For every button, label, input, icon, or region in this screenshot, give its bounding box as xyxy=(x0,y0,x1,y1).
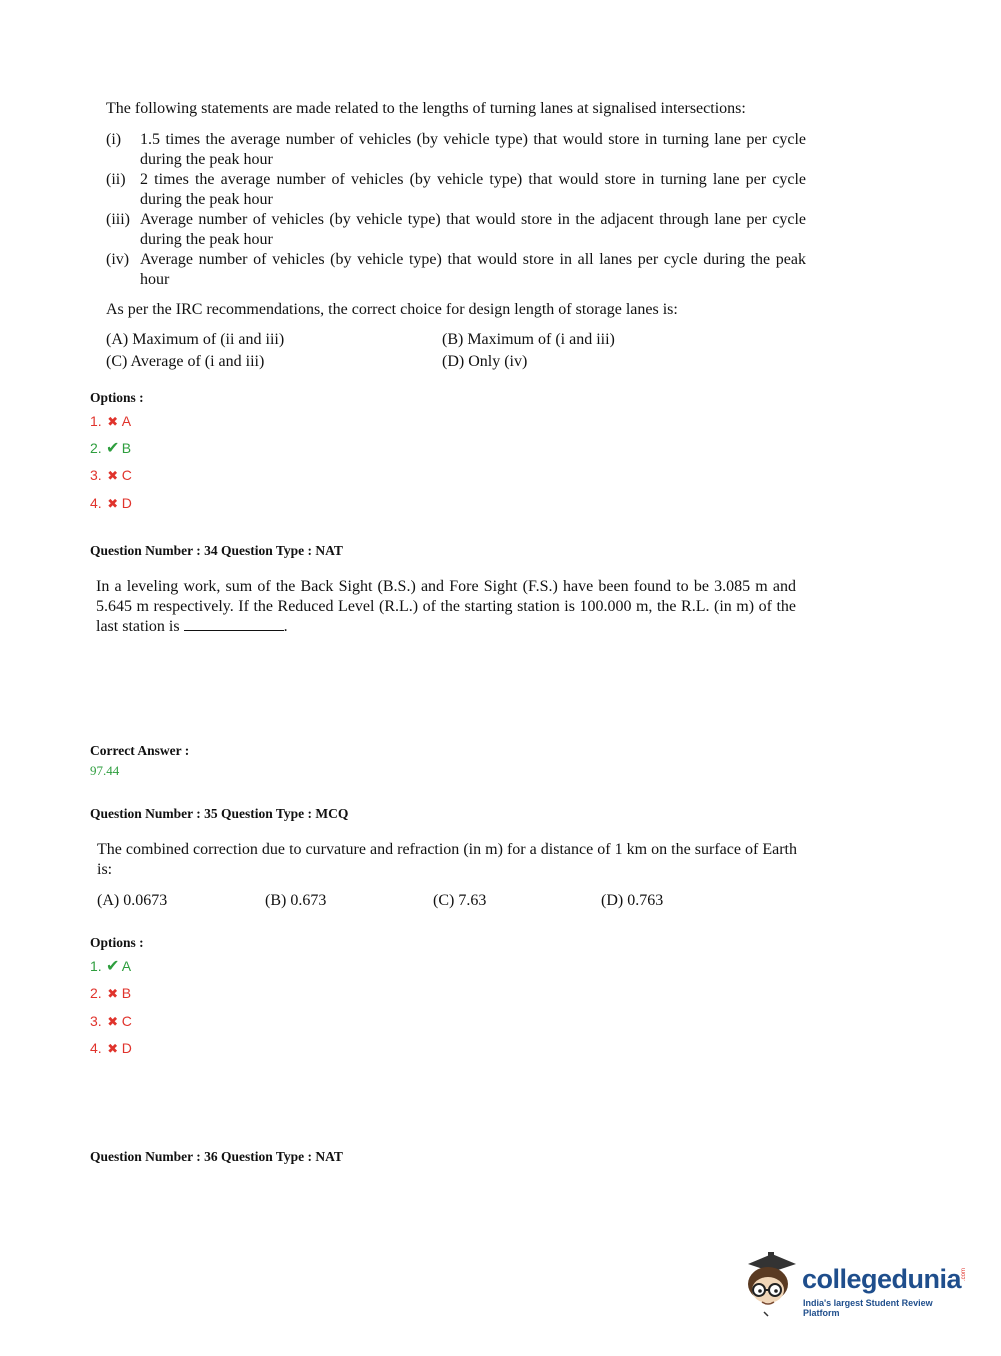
statement-number: (i) xyxy=(106,131,122,148)
q35-option-3 xyxy=(90,1012,132,1031)
option-letter: C xyxy=(121,467,132,483)
option-number: 2. xyxy=(90,440,102,456)
logo-com: .com xyxy=(961,1268,967,1282)
statement-text: 2 times the average number of vehicles (by vehicle type) that would store in turning lane per cycle during the peak hour xyxy=(140,171,806,208)
q33-statement-2 xyxy=(106,170,806,210)
q35-choice-d: (D) 0.763 xyxy=(601,892,664,909)
q35-option-4 xyxy=(90,1039,132,1058)
q33-choice-c: (C) Average of (i and iii) xyxy=(106,353,265,370)
q33-option-2 xyxy=(90,439,131,458)
cross-icon: ✖ xyxy=(107,1041,119,1056)
option-letter: B xyxy=(121,985,132,1001)
option-number: 3. xyxy=(90,467,102,483)
option-number: 2. xyxy=(90,985,102,1001)
mascot-icon xyxy=(740,1250,800,1318)
logo-tagline: India's largest Student Review Platform xyxy=(803,1298,933,1318)
q36-header: Question Number : 36 Question Type : NAT xyxy=(90,1149,343,1164)
cross-icon: ✖ xyxy=(107,1014,119,1029)
q35-option-2 xyxy=(90,984,131,1003)
collegedunia-logo xyxy=(740,1250,970,1320)
option-letter: A xyxy=(121,413,132,429)
q33-choice-d: (D) Only (iv) xyxy=(442,353,528,370)
q33-statement-1 xyxy=(106,130,806,170)
logo-wordmark: collegedunia xyxy=(802,1264,962,1294)
statement-number: (iv) xyxy=(106,251,130,268)
statement-number: (iii) xyxy=(106,211,130,228)
statement-text: Average number of vehicles (by vehicle type) that would store in all lanes per cycle during the peak hour xyxy=(140,251,806,288)
q34-header: Question Number : 34 Question Type : NAT xyxy=(90,543,343,558)
option-letter: D xyxy=(121,1040,132,1056)
q34-question-text: In a leveling work, sum of the Back Sight (B.S.) and Fore Sight (F.S.) have been found to be 3.085 m and 5.645 m respectively. If the Reduced Level (R.L.) of the starting station is 100.000 m, the R.L. (in m) of the last station is xyxy=(96,578,796,635)
q33-option-1 xyxy=(90,412,131,431)
check-icon: ✔ xyxy=(105,440,120,457)
q33-statement-3 xyxy=(106,210,806,250)
cross-icon: ✖ xyxy=(107,986,119,1001)
option-number: 4. xyxy=(90,495,102,511)
option-number: 3. xyxy=(90,1013,102,1029)
q35-text: The combined correction due to curvature and refraction (in m) for a distance of 1 km on the surface of Earth is: xyxy=(97,841,797,878)
q35-choice-c: (C) 7.63 xyxy=(433,892,487,909)
q33-option-3 xyxy=(90,466,132,485)
option-letter: B xyxy=(121,440,132,456)
option-letter: D xyxy=(121,495,132,511)
statement-text: Average number of vehicles (by vehicle type) that would store in the adjacent through lane per cycle during the peak hour xyxy=(140,211,806,248)
q33-statement-4 xyxy=(106,250,806,290)
answer-blank xyxy=(184,617,284,631)
option-number: 1. xyxy=(90,958,102,974)
option-number: 1. xyxy=(90,413,102,429)
q33-choice-b: (B) Maximum of (i and iii) xyxy=(442,331,615,348)
cross-icon: ✖ xyxy=(107,496,119,511)
q35-choice-b: (B) 0.673 xyxy=(265,892,327,909)
statement-number: (ii) xyxy=(106,171,126,188)
q33-question: As per the IRC recommendations, the correct choice for design length of storage lanes is: xyxy=(106,301,678,318)
q33-options-label: Options : xyxy=(90,390,144,405)
option-letter: C xyxy=(121,1013,132,1029)
q34-answer-label: Correct Answer : xyxy=(90,743,190,758)
q34-answer-value: 97.44 xyxy=(90,763,120,778)
q35-choice-a: (A) 0.0673 xyxy=(97,892,168,909)
option-number: 4. xyxy=(90,1040,102,1056)
cross-icon: ✖ xyxy=(107,468,119,483)
statement-text: 1.5 times the average number of vehicles (by vehicle type) that would store in turning lane per cycle during the peak hour xyxy=(140,131,806,168)
option-letter: A xyxy=(121,958,132,974)
q35-options-label: Options : xyxy=(90,935,144,950)
q34-text: In a leveling work, sum of the Back Sight (B.S.) and Fore Sight (F.S.) have been found to be 3.085 m and 5.645 m respectively. If the Reduced Level (R.L.) of the starting station is 100.000 m, the R.L. (in m) of the last station is . xyxy=(96,578,796,635)
q33-option-4 xyxy=(90,494,132,513)
check-icon: ✔ xyxy=(105,958,120,975)
q35-option-1 xyxy=(90,957,131,976)
cross-icon: ✖ xyxy=(107,414,119,429)
q33-intro: The following statements are made related to the lengths of turning lanes at signalised intersections: xyxy=(106,100,746,117)
q35-header: Question Number : 35 Question Type : MCQ xyxy=(90,806,349,821)
q33-choice-a: (A) Maximum of (ii and iii) xyxy=(106,331,285,348)
